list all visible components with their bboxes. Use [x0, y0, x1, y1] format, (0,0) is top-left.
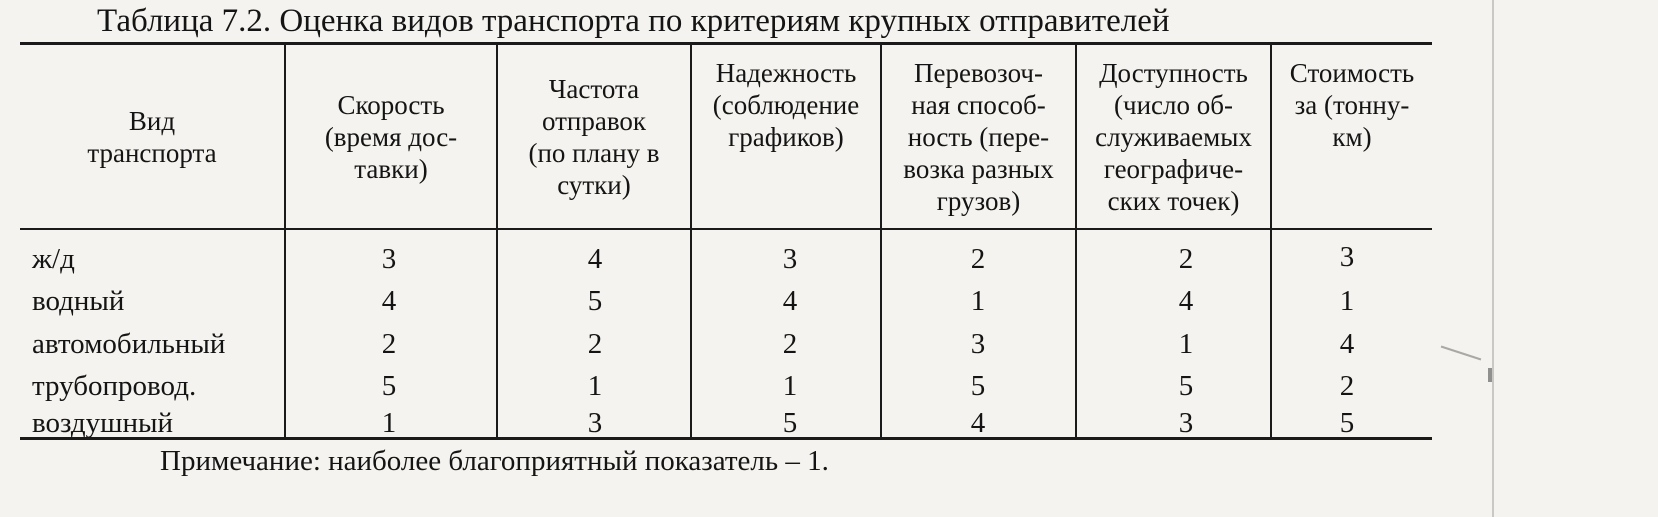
header-line: ских точек) — [1107, 185, 1240, 216]
header-line: за (тонну- — [1294, 90, 1410, 120]
cell-value: 2 — [381, 328, 397, 360]
header-transport-type — [20, 45, 284, 228]
header-frequency — [498, 45, 690, 228]
cell-value: 2 — [587, 328, 603, 360]
header-line: сутки) — [557, 169, 631, 200]
header-line: Доступность — [1099, 57, 1248, 88]
cell-value: 5 — [587, 285, 603, 317]
cell-value: 5 — [381, 370, 397, 402]
header-line: отправок — [541, 105, 647, 136]
cell-value: 1 — [782, 370, 798, 402]
cell-value: 2 — [1339, 370, 1355, 402]
cell-value: 4 — [782, 285, 798, 317]
header-line: Стоимость — [1289, 58, 1415, 88]
cell-value: 4 — [587, 243, 603, 275]
cell-value: 3 — [1339, 241, 1355, 273]
header-line: (соблюдение — [712, 90, 860, 120]
header-reliability — [692, 45, 880, 228]
cell-value: 1 — [587, 370, 603, 402]
header-line: служиваемых — [1095, 121, 1252, 152]
header-line: возка разных — [903, 153, 1054, 184]
row-label-air: воздушный — [32, 407, 174, 439]
cell-value: 4 — [970, 407, 986, 439]
row-label-water: водный — [32, 285, 125, 317]
header-line: Частота — [548, 73, 640, 104]
header-line: Скорость — [337, 89, 445, 120]
header-line: тавки) — [354, 153, 428, 184]
row-label-rail: ж/д — [32, 243, 75, 275]
header-line: км) — [1332, 122, 1372, 152]
scan-mark — [1488, 368, 1492, 382]
header-speed — [286, 45, 496, 228]
header-line: (число об- — [1114, 89, 1233, 120]
cell-value: 1 — [970, 285, 986, 317]
cell-value: 4 — [1339, 328, 1355, 360]
cell-value: 5 — [782, 407, 798, 439]
cell-value: 1 — [1339, 285, 1355, 317]
row-label-pipeline: трубопровод. — [32, 370, 197, 402]
cell-value: 2 — [782, 328, 798, 360]
scan-edge-line — [1492, 0, 1494, 517]
cell-value: 2 — [1178, 243, 1194, 275]
header-line: Перевозоч- — [914, 57, 1043, 88]
cell-value: 3 — [587, 407, 603, 439]
header-cost — [1272, 45, 1432, 228]
cell-value: 3 — [970, 328, 986, 360]
header-line: (по плану в — [528, 137, 660, 168]
header-line: ная способ- — [911, 89, 1046, 120]
cell-value: 5 — [970, 370, 986, 402]
header-line: (время дос- — [324, 121, 458, 152]
cell-value: 4 — [381, 285, 397, 317]
header-line: графиков) — [728, 122, 844, 152]
header-capacity — [882, 45, 1075, 228]
header-line: ность (пере- — [907, 121, 1050, 152]
cell-value: 5 — [1178, 370, 1194, 402]
header-line: транспорта — [87, 137, 217, 168]
transport-evaluation-table — [20, 42, 1432, 440]
cell-value: 3 — [1178, 407, 1194, 439]
scan-mark — [1441, 346, 1482, 361]
header-line: Надежность — [715, 58, 857, 88]
row-label-road: автомобильный — [32, 328, 226, 360]
table-title: Таблица 7.2. Оценка видов транспорта по критериям крупных отправителей — [97, 3, 1170, 39]
cell-value: 3 — [381, 243, 397, 275]
cell-value: 3 — [782, 243, 798, 275]
header-divider — [20, 228, 1432, 230]
table-note: Примечание: наиболее благоприятный показатель – 1. — [160, 445, 829, 477]
cell-value: 2 — [970, 243, 986, 275]
header-line: грузов) — [936, 185, 1021, 216]
cell-value: 1 — [1178, 328, 1194, 360]
cell-value: 4 — [1178, 285, 1194, 317]
header-line: Вид — [128, 105, 176, 136]
cell-value: 5 — [1339, 407, 1355, 439]
cell-value: 1 — [381, 407, 397, 439]
header-line: географиче- — [1103, 153, 1244, 184]
header-availability — [1077, 45, 1270, 228]
